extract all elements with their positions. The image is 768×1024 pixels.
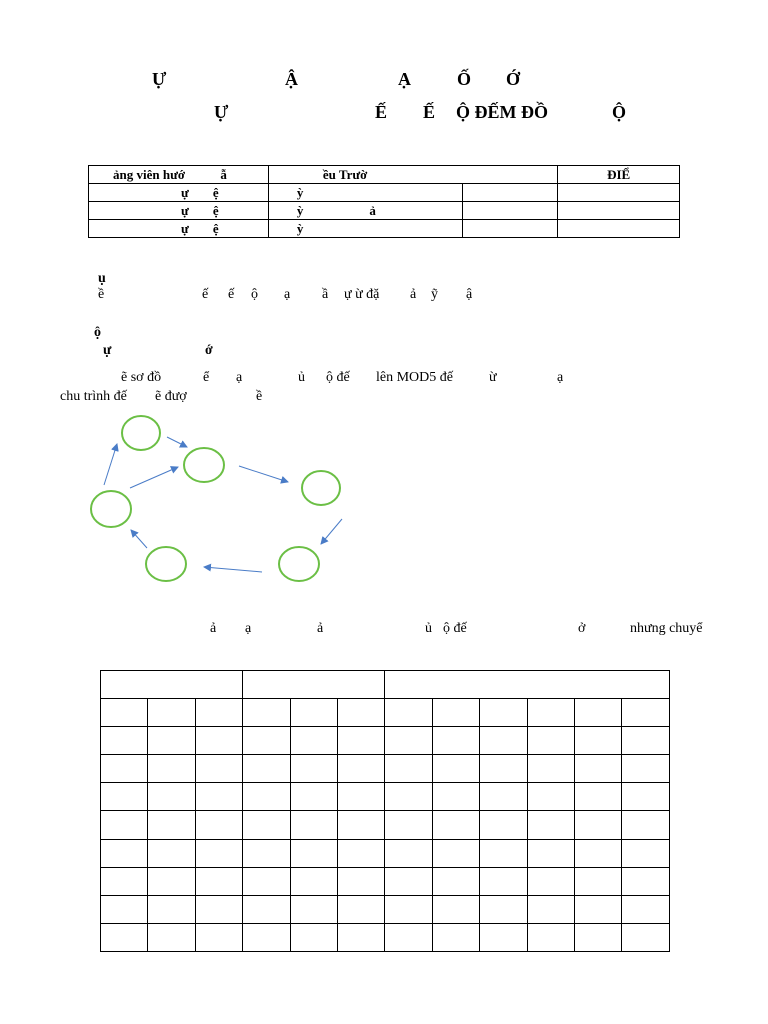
table-cell [290, 755, 337, 783]
table-cell [385, 755, 432, 783]
table-cell [243, 755, 290, 783]
table-cell [527, 727, 574, 755]
table-cell [385, 811, 432, 839]
table-cell [575, 699, 622, 727]
table-cell [527, 783, 574, 811]
table-cell [385, 923, 432, 951]
table-cell [148, 811, 195, 839]
table-cell [480, 755, 527, 783]
table-cell [527, 923, 574, 951]
table-cell [385, 895, 432, 923]
table-cell [575, 867, 622, 895]
table-cell [480, 895, 527, 923]
table-cell [290, 699, 337, 727]
table-cell [385, 839, 432, 867]
table-cell [622, 923, 670, 951]
header-group-cell [385, 671, 670, 699]
title-seg: Ộ [612, 102, 627, 122]
text-seg: ả [210, 621, 217, 636]
header-cell: ĐIỂ [558, 166, 680, 184]
table-cell [338, 755, 385, 783]
state-node [122, 416, 160, 450]
table-cell [338, 811, 385, 839]
table-cell [101, 727, 148, 755]
table-cell [243, 923, 290, 951]
table-cell [243, 783, 290, 811]
table-cell [480, 783, 527, 811]
table-cell [101, 811, 148, 839]
table-cell [575, 811, 622, 839]
cell-text: ệ [212, 185, 219, 200]
section2-subheading: ớ [205, 343, 213, 358]
transition-arrow [104, 444, 117, 485]
cell-text: ệ [212, 203, 219, 218]
table-row [101, 699, 670, 727]
table-cell [575, 895, 622, 923]
table-cell [480, 867, 527, 895]
title-seg: Ế [375, 102, 388, 122]
text-seg: nhưng chuyể [630, 621, 703, 636]
table-cell [575, 783, 622, 811]
table-cell [480, 839, 527, 867]
table-cell [338, 923, 385, 951]
table-cell [622, 783, 670, 811]
table-cell [195, 839, 242, 867]
transition-arrow [204, 567, 262, 572]
table-cell [575, 923, 622, 951]
title-seg: Ự [152, 69, 167, 89]
table-row [101, 895, 670, 923]
table-cell [290, 867, 337, 895]
cell-text: ả [369, 203, 376, 218]
transition-arrow [167, 437, 187, 447]
transition-arrow [131, 530, 147, 548]
text-seg: ế [228, 287, 235, 302]
cell-text: ỳ [296, 185, 304, 200]
table-cell [622, 867, 670, 895]
text-seg: ầ [322, 287, 329, 302]
table-cell [148, 727, 195, 755]
table-cell [338, 783, 385, 811]
table-cell [290, 783, 337, 811]
text-seg: ủ [425, 621, 432, 636]
section1-heading: ụ [98, 271, 106, 286]
table-cell [432, 839, 479, 867]
table-cell [338, 895, 385, 923]
table-cell [480, 699, 527, 727]
text-seg: ề [256, 389, 263, 404]
table-cell [622, 755, 670, 783]
text-seg: ả [410, 287, 417, 302]
transition-arrow [130, 467, 178, 488]
table-cell [101, 755, 148, 783]
table-cell [527, 755, 574, 783]
transition-arrow [321, 519, 342, 544]
title-seg: Ố [457, 69, 472, 89]
table-cell [338, 727, 385, 755]
table-cell [432, 755, 479, 783]
table-cell [385, 867, 432, 895]
cell-text: ự [181, 221, 189, 236]
text-seg: ạ [236, 370, 243, 385]
table-cell [148, 783, 195, 811]
text-seg: ạ [245, 621, 252, 636]
table-cell [290, 923, 337, 951]
table-cell [101, 923, 148, 951]
table-row [101, 727, 670, 755]
title-seg: Ế [423, 102, 436, 122]
table-cell [432, 923, 479, 951]
text-seg: ậ [466, 287, 473, 302]
table-cell [575, 727, 622, 755]
table-cell [243, 895, 290, 923]
table-cell [385, 783, 432, 811]
state-node [91, 491, 131, 527]
table-cell [195, 895, 242, 923]
section2-heading: ộ [94, 325, 101, 340]
table-cell [480, 923, 527, 951]
table-cell [432, 895, 479, 923]
table-cell [338, 867, 385, 895]
table-cell [575, 755, 622, 783]
table-cell [243, 727, 290, 755]
table-cell [290, 811, 337, 839]
table-cell [101, 895, 148, 923]
state-node [279, 547, 319, 581]
text-seg: ẽ đượ [155, 389, 187, 404]
cell-text: ỳ [296, 203, 304, 218]
table-cell [290, 895, 337, 923]
header-group-cell [243, 671, 385, 699]
table-cell [527, 867, 574, 895]
text-seg: ộ đế [443, 621, 467, 636]
table-cell [385, 727, 432, 755]
text-seg: ẽ sơ đồ [121, 370, 162, 385]
text-seg: ủ [298, 370, 305, 385]
table-cell [148, 755, 195, 783]
text-seg: ỹ [431, 287, 438, 302]
table-cell [432, 811, 479, 839]
table-cell [101, 699, 148, 727]
header-text: ều Trườ [322, 167, 368, 182]
state-node [146, 547, 186, 581]
state-node [184, 448, 224, 482]
text-seg: ộ đế [326, 370, 350, 385]
header-group-cell [101, 671, 243, 699]
table-row [101, 811, 670, 839]
title-seg: Ộ ĐẾM ĐỒ [456, 102, 548, 122]
text-seg: chu trình đế [60, 389, 127, 404]
text-seg: ề [98, 287, 105, 302]
table-cell [148, 923, 195, 951]
table-cell [148, 699, 195, 727]
table-cell [622, 811, 670, 839]
table-cell [338, 839, 385, 867]
table-cell [243, 699, 290, 727]
state-table [100, 670, 670, 952]
text-seg: ả [317, 621, 324, 636]
table-row [101, 755, 670, 783]
table-cell [243, 811, 290, 839]
cell-text: ỳ [296, 221, 304, 236]
table-row [101, 923, 670, 951]
table-cell [385, 699, 432, 727]
table-cell [527, 895, 574, 923]
cell-text: ự [181, 203, 189, 218]
text-seg: ự ừ đặ [344, 287, 380, 302]
text-seg: ạ [284, 287, 291, 302]
text-seg: lên MOD5 đế [376, 370, 453, 385]
table-cell [195, 727, 242, 755]
table-cell [195, 699, 242, 727]
table-row [101, 839, 670, 867]
table-cell [243, 839, 290, 867]
table-cell [622, 727, 670, 755]
table-cell [527, 811, 574, 839]
cell-text: ệ [212, 221, 219, 236]
text-seg: ở [578, 621, 586, 636]
cell-text: ự [181, 185, 189, 200]
table-cell [575, 839, 622, 867]
header-text: ảng viên hướ [113, 167, 186, 182]
table-cell [195, 811, 242, 839]
table-cell [527, 699, 574, 727]
text-seg: ể [203, 370, 210, 385]
table-cell [195, 783, 242, 811]
table-cell [432, 727, 479, 755]
table-cell [101, 839, 148, 867]
table-cell [527, 839, 574, 867]
table-cell [338, 699, 385, 727]
table-cell [195, 867, 242, 895]
transition-arrow [239, 466, 288, 482]
table-cell [243, 867, 290, 895]
table-header-row [101, 671, 670, 699]
title-seg: Ự [214, 102, 229, 122]
text-seg: ạ [557, 370, 564, 385]
title-seg: Ậ [285, 69, 298, 89]
title-seg: Ớ [506, 69, 521, 89]
text-seg: ừ [489, 370, 497, 385]
table-cell [622, 839, 670, 867]
table-cell [195, 755, 242, 783]
table-cell [622, 699, 670, 727]
table-row [101, 867, 670, 895]
table-row [101, 783, 670, 811]
state-node [302, 471, 340, 505]
table-cell [148, 867, 195, 895]
table-cell [480, 811, 527, 839]
table-cell [290, 839, 337, 867]
table-cell [432, 699, 479, 727]
table-cell [480, 727, 527, 755]
table-cell [622, 895, 670, 923]
table-cell [290, 727, 337, 755]
section2-subheading: ự [103, 343, 112, 358]
text-seg: ộ [251, 287, 258, 302]
table-cell [432, 783, 479, 811]
table-cell [101, 783, 148, 811]
title-seg: Ạ [398, 69, 411, 89]
header-text: ẫ [220, 167, 227, 182]
text-seg: ế [202, 287, 209, 302]
table-cell [101, 867, 148, 895]
table-cell [148, 895, 195, 923]
table-cell [432, 867, 479, 895]
table-cell [195, 923, 242, 951]
table-cell [148, 839, 195, 867]
